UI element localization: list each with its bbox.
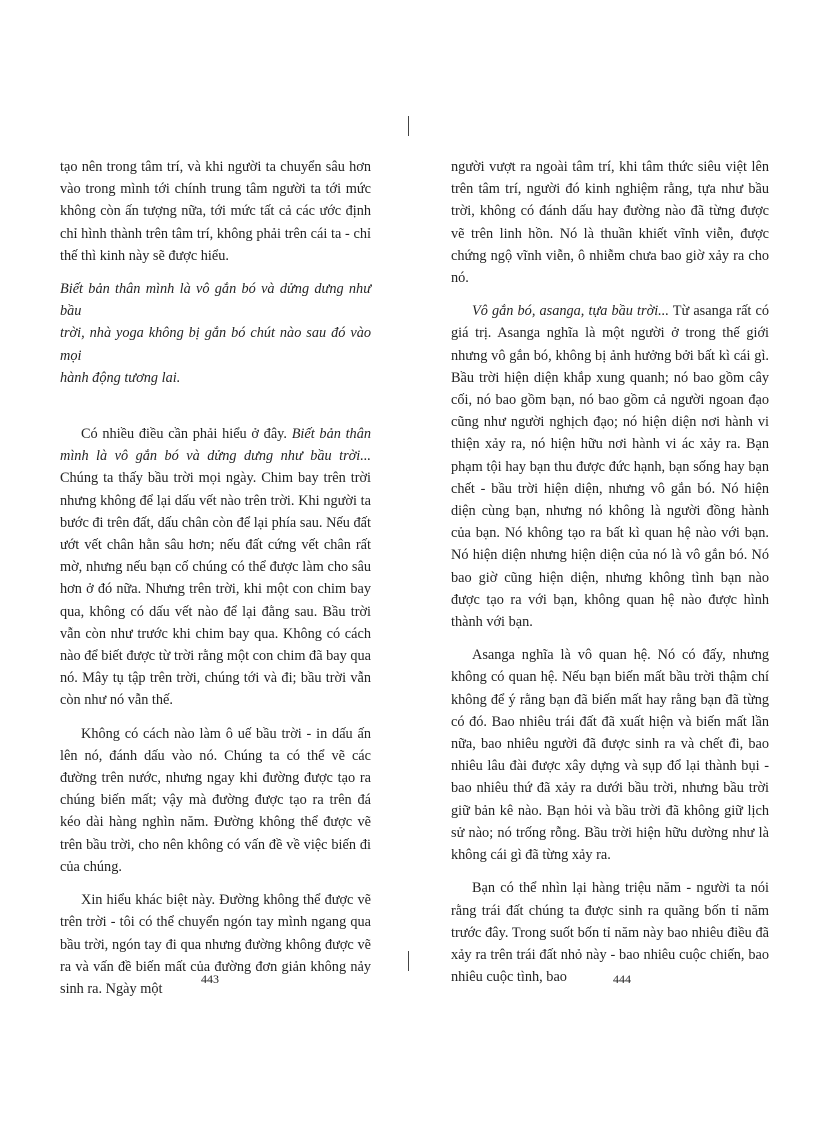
paragraph: Xin hiểu khác biệt này. Đường không thể được vẽ trên trời - tôi có thể chuyển ngón tay mình ngang qua bầu trời, ngón tay đi qua nhưng đường không được vẽ ra và vấn đề biến mất của đường đơn giản không nảy sinh ra. Ngày một bbox=[60, 892, 371, 997]
paragraph: người vượt ra ngoài tâm trí, khi tâm thức siêu việt lên trên tâm trí, người đó kinh nghiệm rằng, tựa như bầu trời, không có đánh dấu hay đường nào đã từng được vẽ trên linh hồn. Nó là thuần khiết vĩnh viễn, được chứng ngộ vĩnh viễn, ô nhiễm chưa bao giờ xảy ra cho nó. bbox=[451, 159, 769, 287]
page-gutter-mark-bottom bbox=[408, 951, 409, 971]
italic-quote: Biết bản thân mình là vô gắn bó và dửng dưng như bầu trời... bbox=[60, 426, 371, 465]
italic-quote: Vô gắn bó, asanga, tựa bầu trời... bbox=[472, 303, 669, 320]
left-page-text bbox=[60, 156, 371, 1000]
paragraph: Bạn có thể nhìn lại hàng triệu năm - người ta nói rằng trái đất chúng ta được sinh ra quãng bốn tỉ năm trước đây. Trong suốt bốn tỉ năm này bao nhiêu điều đã xảy ra trên trái đất nhỏ này - bao nhiêu cuộc chiến, bao nhiêu cuộc tình, bao bbox=[451, 880, 769, 986]
quote-line: hành động tương lai. bbox=[60, 369, 181, 386]
paragraph: tạo nên trong tâm trí, và khi người ta chuyển sâu hơn vào trong mình tới chính trung tâm người ta tới mức không còn ấn tượng nữa, tới mức tất cả các ước định chỉ hình thành trên tâm trí, không phải trên cái ta - chỉ thế thì kinh này sẽ được hiểu. bbox=[60, 159, 371, 264]
quote-line: Biết bản thân mình là vô gắn bó và dửng dưng như bầu bbox=[60, 281, 371, 320]
paragraph bbox=[451, 300, 769, 633]
right-page-text bbox=[451, 156, 769, 988]
quote-line: trời, nhà yoga không bị gắn bó chút nào sau đó vào mọi bbox=[60, 325, 371, 364]
page-number-right: 444 bbox=[613, 972, 631, 986]
paragraph-text: Chúng ta thấy bầu trời mọi ngày. Chim bay trên trời nhưng không để lại dấu vết nào trên trời. Khi người ta bước đi trên đất, dấu chân còn để lại phía sau. Nếu đất ướt vết chân hằn sâu hơn; nếu đất cứng vết chân rất mờ, nhưng nếu bạn cố chúng có thể được làm cho sâu hơn ở đó nữa. Nhưng trên trời, khi một con chim bay qua, không có dấu vết nào để lại đằng sau. Bầu trời vẫn còn như trước khi chim bay qua. Không có cách nào để biết được từ trời rằng một con chim đã bay qua nó. Mây tụ tập trên trời, chúng tới và đi; bầu trời vẫn còn như nó vẫn thế. bbox=[60, 470, 371, 709]
paragraph-text: Có nhiều điều cần phải hiểu ở đây. bbox=[81, 426, 292, 443]
paragraph: Không có cách nào làm ô uế bầu trời - in dấu ấn lên nó, đánh dấu vào nó. Chúng ta có thể vẽ các đường trên nước, nhưng ngay khi đường được tạo ra chúng biến mất; vậy mà đường được tạo ra trên đá kéo dài hàng nghìn năm. Đường không thể được vẽ trên bầu trời, cho nên không có vấn đề về việc biến đi của chúng. bbox=[60, 725, 371, 875]
paragraph-text: Từ asanga rất có giá trị. Asanga nghĩa là một người ở trong thế giới nhưng vô gắn bó, không bị ảnh hưởng bởi bất kì cái gì. Bầu trời hiện diện khắp xung quanh; nó bao gồm cây cối, nó bao gồm bạn, nó bao gồm cả người ngoan đạo cũng như người nghịch đạo; nó hiện diện nơi hành vi thiện xảy ra, nó hiện hữu nơi hành vi ác xảy ra. Bạn phạm tội hay bạn thu được đức hạnh, bạn sống hay bạn chết - bầu trời hiện diện, nhưng vô gắn bó. Nó hiện diện cùng bạn, nhưng nó không là người đồng hành của bạn. Nó không tạo ra bất kì quan hệ nào với bạn. Nó hiện diện nhưng hiện diện của nó là vô gắn bó. Nó bao giờ cũng hiện diện, nhưng không tình bạn nào được tạo ra với bạn, không quan hệ nào được hình thành với bạn. bbox=[451, 303, 769, 631]
paragraph bbox=[60, 423, 371, 712]
paragraph: Asanga nghĩa là vô quan hệ. Nó có đấy, nhưng không có quan hệ. Nếu bạn biến mất bầu trời thậm chí không để ý rằng bạn đã biến mất hay rằng bạn đã từng có đó. Bao nhiêu trái đất đã xuất hiện và biến mất lần nữa, bao nhiêu người đã được sinh ra và chết đi, bao nhiêu lâu đài được xây dựng và sụp đổ lại thành bụi - bao nhiêu thứ đã xảy ra dưới bầu trời, nhưng bầu trời giữ bản kê nào. Bạn hỏi và bầu trời đã không giữ lịch sử nào; nó trống rỗng. Bầu trời hiện hữu dường như là không cái gì đã từng xảy ra. bbox=[451, 647, 769, 864]
page-gutter-mark-top bbox=[408, 116, 409, 136]
sutra-quote bbox=[60, 278, 371, 389]
page-number-left: 443 bbox=[201, 972, 219, 986]
